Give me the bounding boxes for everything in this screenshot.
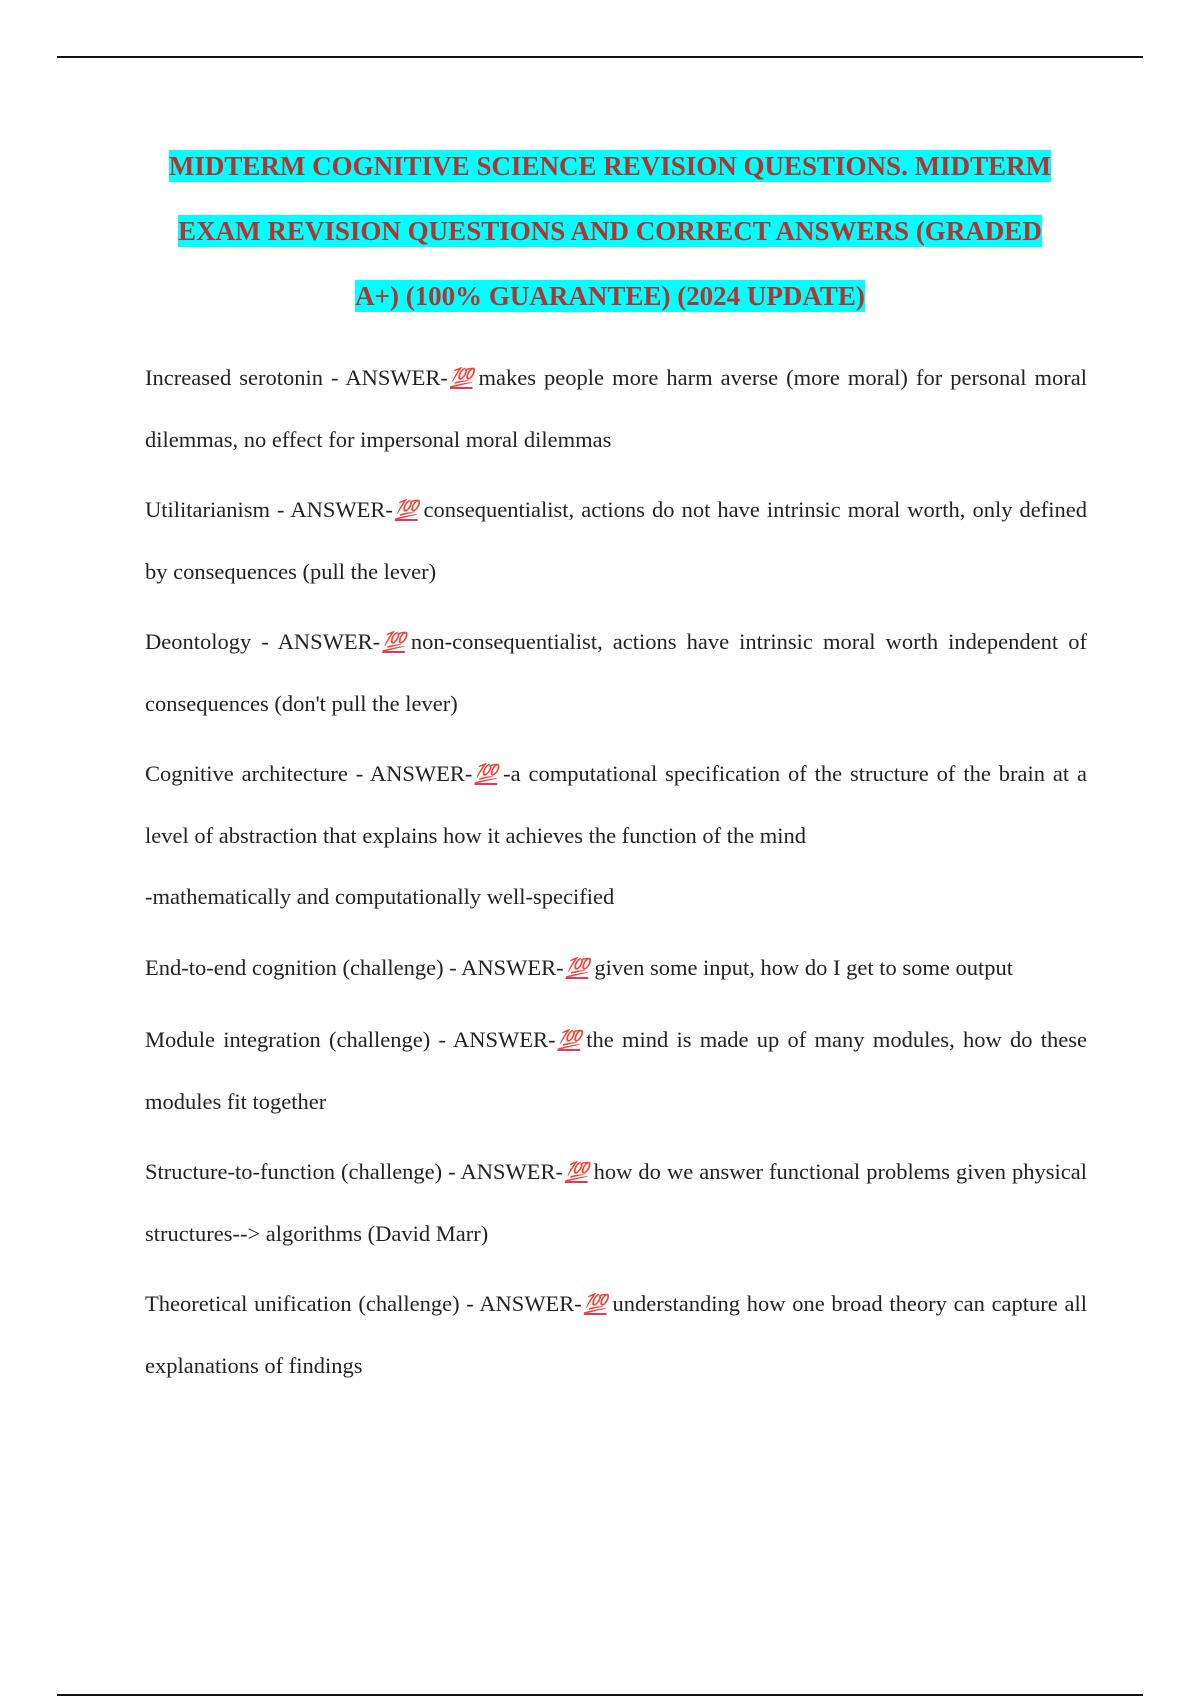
entry-answer: makes people more harm averse (more moral) for personal moral dilemmas, no effect for impersonal moral dilemmas — [145, 365, 1087, 452]
hundred-points-icon: 💯 — [394, 499, 418, 521]
entry-term: Structure-to-function (challenge) - — [145, 1159, 461, 1184]
entry-answer: consequentialist, actions do not have intrinsic moral worth, only defined by consequences (pull the lever) — [145, 497, 1088, 584]
entry-term: Cognitive architecture - — [145, 761, 370, 786]
entry-term: Utilitarianism - — [145, 497, 291, 522]
entry-term: Increased serotonin - — [145, 365, 346, 390]
entry-term: Deontology - — [145, 629, 278, 654]
hundred-points-icon: 💯 — [382, 631, 405, 653]
top-rule — [57, 56, 1143, 58]
answer-marker: ANSWER- — [290, 497, 393, 522]
hundred-points-icon: 💯 — [583, 1293, 607, 1315]
entry-term: Theoretical unification (challenge) - — [145, 1291, 480, 1316]
title-line-1: MIDTERM COGNITIVE SCIENCE REVISION QUESTIONS. MIDTERM — [168, 151, 1052, 181]
bottom-rule — [57, 1694, 1143, 1696]
entry-answer: given some input, how do I get to some output — [594, 955, 1014, 980]
entry-term: End-to-end cognition (challenge) - — [145, 955, 462, 980]
document-title — [140, 134, 1080, 329]
qa-entry-cognitive-architecture — [145, 743, 1087, 866]
qa-entry-structure-to-function — [145, 1141, 1087, 1264]
answer-marker: ANSWER- — [453, 1027, 556, 1052]
hundred-points-icon: 💯 — [449, 367, 473, 389]
entry-answer: how do we answer functional problems given physical structures--> algorithms (David Marr) — [145, 1159, 1087, 1246]
qa-entry-cognitive-architecture-extra: -mathematically and computationally well-specified — [145, 884, 615, 909]
qa-list — [145, 347, 1087, 1405]
answer-marker: ANSWER- — [460, 1159, 563, 1184]
answer-marker: ANSWER- — [277, 629, 381, 654]
qa-entry-serotonin — [145, 347, 1087, 470]
entry-answer: non-consequentialist, actions have intrinsic moral worth independent of consequences (don't pull the lever) — [145, 629, 1087, 716]
entry-answer: the mind is made up of many modules, how do these modules fit together — [145, 1027, 1087, 1114]
title-line-3: A+) (100% GUARANTEE) (2024 UPDATE) — [355, 281, 865, 311]
qa-entry-end-to-end — [145, 937, 1087, 999]
entry-term: Module integration (challenge) - — [145, 1027, 454, 1052]
entry-answer: understanding how one broad theory can capture all explanations of findings — [145, 1291, 1087, 1378]
hundred-points-icon: 💯 — [564, 1161, 588, 1183]
hundred-points-icon: 💯 — [557, 1029, 581, 1051]
hundred-points-icon: 💯 — [565, 957, 589, 979]
answer-marker: ANSWER- — [479, 1291, 582, 1316]
entry-answer: -a computational specification of the structure of the brain at a level of abstraction that explains how it achieves the function of the mind — [145, 761, 1088, 848]
qa-entry-utilitarianism — [145, 479, 1087, 602]
qa-entry-deontology — [145, 611, 1087, 734]
answer-marker: ANSWER- — [369, 761, 473, 786]
hundred-points-icon: 💯 — [474, 763, 498, 785]
qa-entry-theoretical-unification — [145, 1273, 1087, 1396]
answer-marker: ANSWER- — [461, 955, 564, 980]
title-line-2: EXAM REVISION QUESTIONS AND CORRECT ANSWERS (GRADED — [178, 216, 1042, 246]
answer-marker: ANSWER- — [345, 365, 448, 390]
qa-entry-module-integration — [145, 1009, 1087, 1132]
